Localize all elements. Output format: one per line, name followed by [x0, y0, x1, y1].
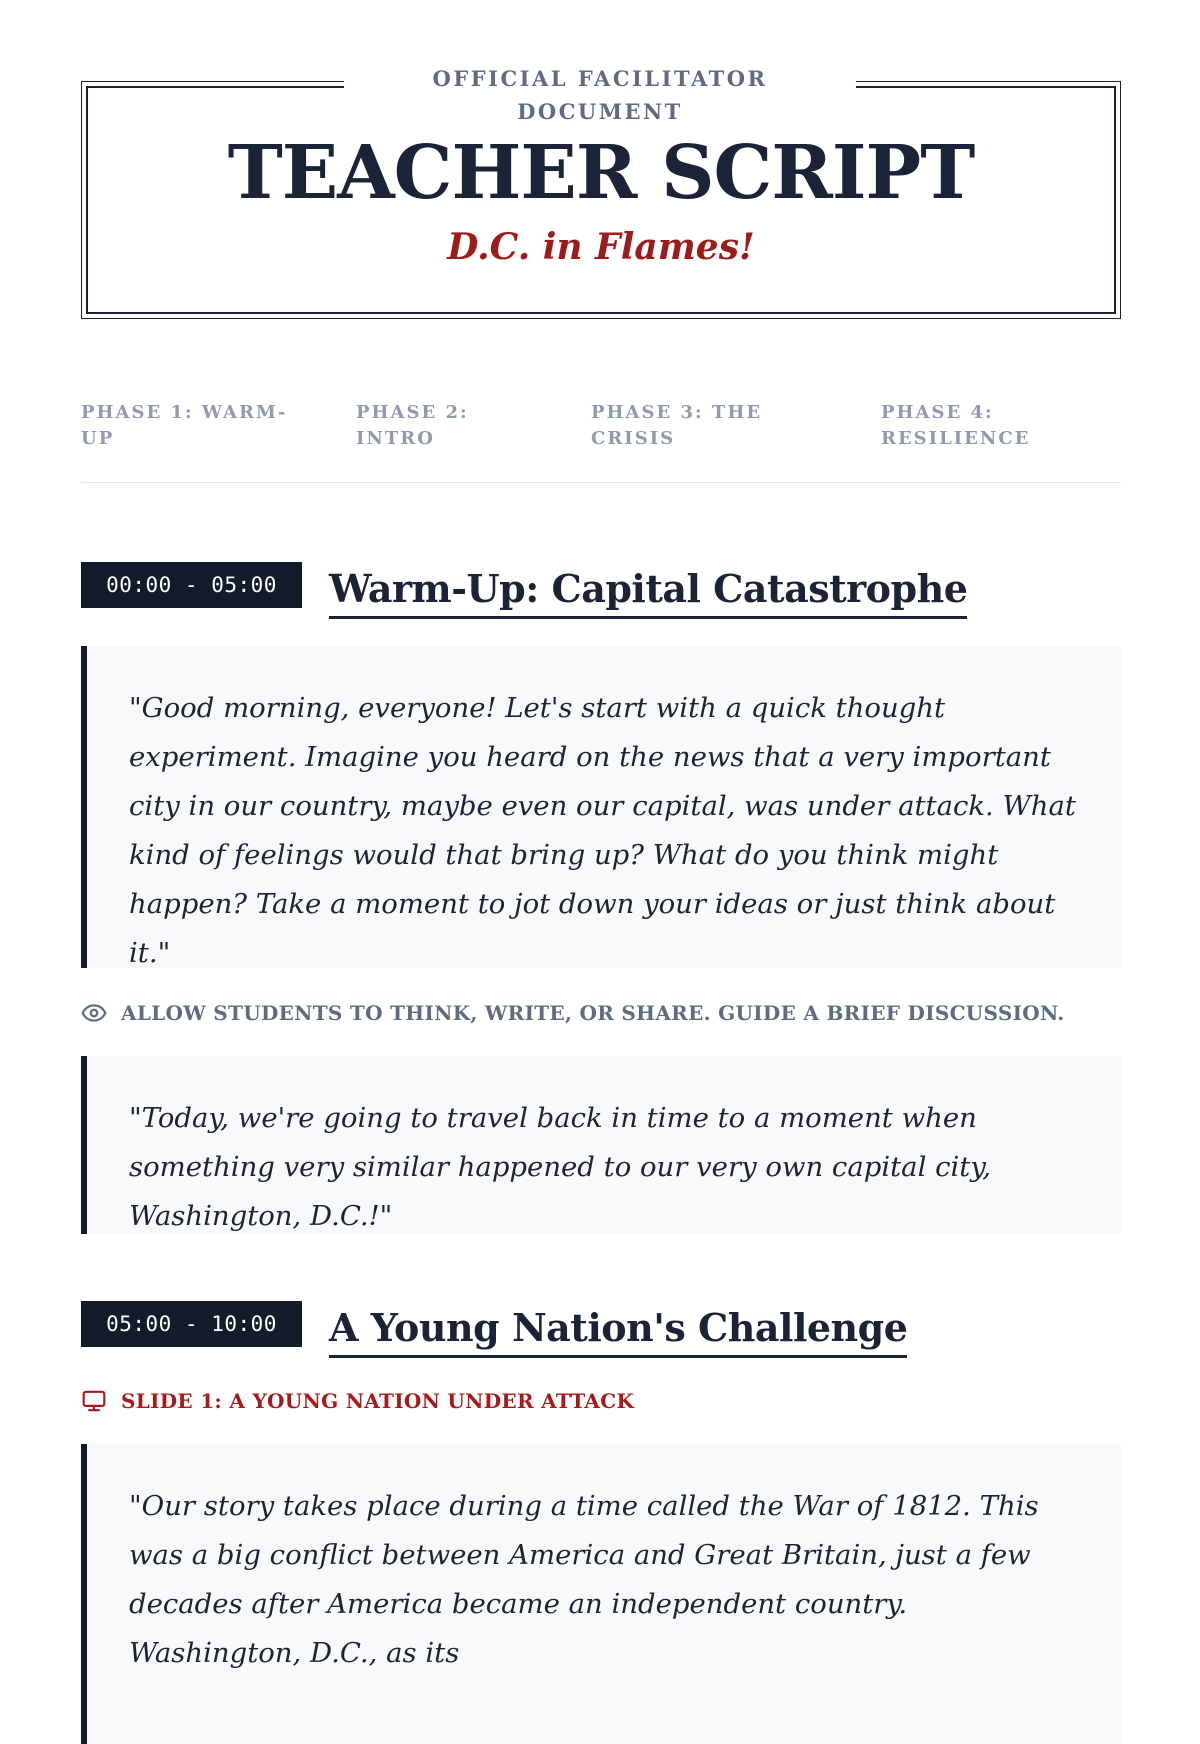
page-subtitle: D.C. in Flames!	[447, 226, 755, 268]
nav-phase-4-line-1: PHASE 4:	[881, 402, 994, 423]
time-badge: 00:00 - 05:00	[81, 562, 302, 608]
time-badge: 05:00 - 10:00	[81, 1301, 302, 1347]
nav-phase-2-line-2: INTRO	[356, 428, 435, 449]
nav-phase-3-line-1: PHASE 3: THE	[591, 402, 763, 423]
slide-cue	[81, 1386, 634, 1416]
script-block	[81, 1056, 1121, 1234]
direction-text: ALLOW STUDENTS TO THINK, WRITE, OR SHARE. GUIDE A BRIEF DISCUSSION.	[121, 1001, 1065, 1025]
nav-phase-2-line-1: PHASE 2:	[356, 402, 469, 423]
script-block	[81, 1444, 1121, 1744]
nav-phase-3[interactable]	[591, 400, 762, 452]
nav-phase-2[interactable]	[356, 400, 469, 452]
monitor-icon	[81, 1388, 107, 1414]
document-eyebrow	[344, 62, 856, 128]
eye-icon	[81, 1000, 107, 1026]
teacher-direction	[81, 998, 1065, 1028]
nav-phase-4[interactable]	[881, 400, 1030, 452]
eyebrow-line-2: DOCUMENT	[517, 99, 683, 124]
section-title: Warm-Up: Capital Catastrophe	[329, 566, 967, 619]
section-title: A Young Nation's Challenge	[329, 1305, 907, 1358]
script-text: "Today, we're going to travel back in time to a moment when something very similar happened to our very own capital city, Washington, D.C.!"	[129, 1102, 991, 1232]
script-text: "Our story takes place during a time called the War of 1812. This was a big conflict between America and Great Britain, just a few decades after America became an independent country. Washington, D.C., as its	[129, 1490, 1039, 1669]
nav-phase-4-line-2: RESILIENCE	[881, 428, 1031, 449]
nav-phase-1[interactable]	[81, 400, 287, 452]
slide-cue-text: SLIDE 1: A YOUNG NATION UNDER ATTACK	[121, 1389, 635, 1413]
nav-phase-1-line-2: UP	[81, 428, 115, 449]
eyebrow-line-1: OFFICIAL FACILITATOR	[432, 66, 768, 91]
phase-navigation	[81, 400, 1121, 483]
page-title: TEACHER SCRIPT	[227, 130, 975, 216]
nav-phase-1-line-1: PHASE 1: WARM-	[81, 402, 288, 423]
nav-phase-3-line-2: CRISIS	[591, 428, 676, 449]
script-block	[81, 646, 1121, 968]
script-text: "Good morning, everyone! Let's start with a quick thought experiment. Imagine you heard on the news that a very important city in our country, maybe even our capital, was under attack. What kind of feelings would that bring up? What do you think might happen? Take a moment to jot down your ideas or just think about it."	[129, 692, 1076, 969]
